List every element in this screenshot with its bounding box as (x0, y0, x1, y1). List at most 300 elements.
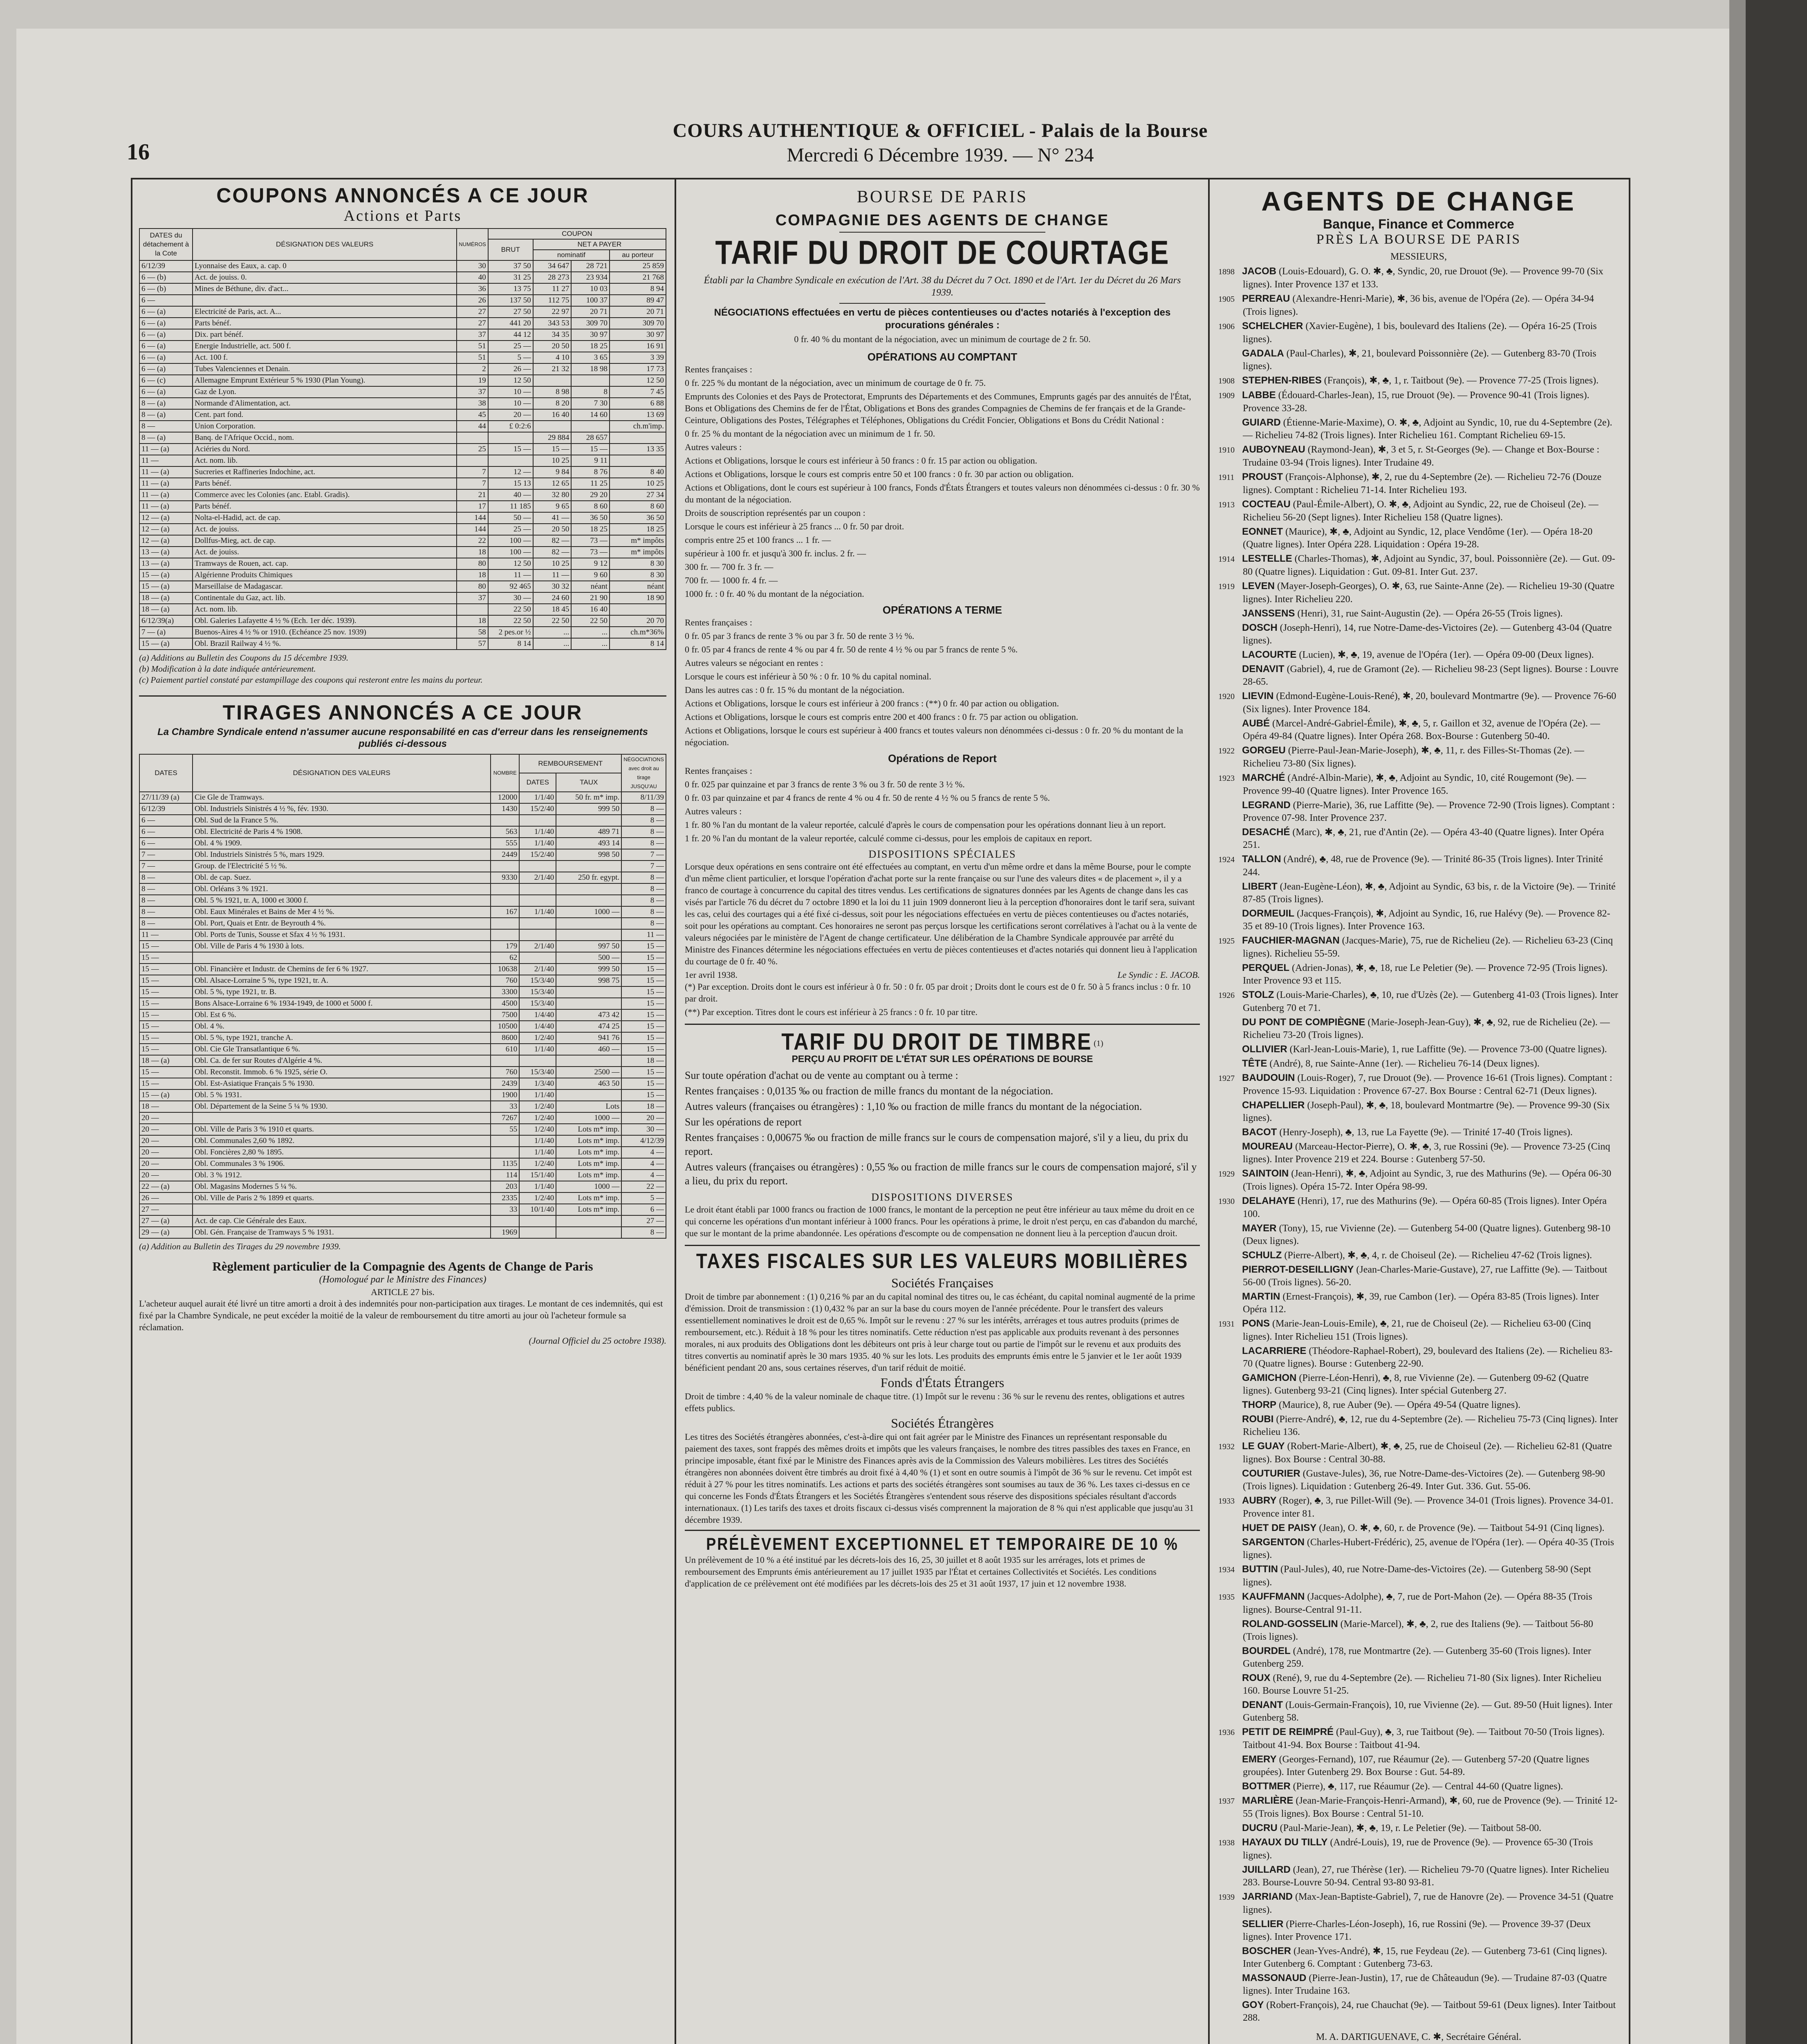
agent-details: (Henri), 31, rue Saint-Augustin (2e). — Opéra 26-55 (Trois lignes). (1297, 608, 1563, 619)
table-cell: 8 — (621, 803, 666, 815)
table-cell: 8 — (139, 895, 193, 906)
table-cell: 8 — (a) (139, 432, 193, 444)
table-cell: 37 (457, 329, 488, 341)
agent-name: GORGEU (1242, 745, 1286, 756)
table-cell: 15 — (621, 1089, 666, 1101)
agent-year: 1932 (1218, 1442, 1235, 1451)
table-cell: 8 — (621, 895, 666, 906)
table-cell (488, 432, 533, 444)
agent-name: LESTELLE (1242, 553, 1292, 564)
table-row (139, 478, 666, 489)
column-left (139, 184, 666, 1347)
timbre-subtitle: PERÇU AU PROFIT DE L'ÉTAT SUR LES OPÉRATIONS DE BOURSE (791, 1053, 1093, 1064)
agent-details: (Jean-Charles-Marie-Gustave), 27, rue Laffitte (9e). — Taitbout 56-00 (Trois lignes). 56-20. (1243, 1264, 1607, 1288)
table-cell: 15 — (621, 1078, 666, 1089)
table-cell: ... (533, 638, 572, 650)
table-row (139, 998, 666, 1009)
agent-entry (1218, 1413, 1619, 1439)
agent-details: (Pierre), ♣, 117, rue Réaumur (2e). — Central 44-60 (Quatre lignes). (1293, 1781, 1563, 1792)
coupon-note: (b) Modification à la date indiquée antérieurement. (139, 664, 316, 674)
table-cell (519, 1215, 556, 1227)
agent-details: (Jean-Yves-André), ✱, 15, rue Feydeau (2e). — Gutenberg 73-61 (Cinq lignes). Inter Gutenberg 6. Comptant : Gutenberg 73-63. (1243, 1946, 1607, 1969)
table-cell: 7 45 (610, 386, 666, 398)
agent-name: SCHULZ (1242, 1250, 1282, 1261)
table-cell: 10500 (491, 1021, 519, 1032)
agents-list (1218, 265, 1619, 2024)
table-cell: 10 25 (533, 455, 572, 466)
table-cell: Dollfus-Mieg, act. de cap. (193, 535, 457, 547)
agent-year: 1926 (1218, 991, 1235, 1000)
table-cell: 998 50 (556, 849, 621, 861)
agent-details: (Tony), 15, rue Vivienne (2e). — Gutenberg 54-00 (Quatre lignes). Gutenberg 98-10 (Deux lignes). (1243, 1223, 1611, 1246)
table-cell: ... (533, 627, 572, 638)
table-row (139, 1044, 666, 1055)
table-cell: 6 — (139, 826, 193, 838)
table-cell: 10 — (488, 398, 533, 409)
table-cell: 15 — (621, 986, 666, 998)
table-cell: Lots m* imp. (556, 1170, 621, 1181)
table-cell: 9 65 (533, 501, 572, 512)
table-cell: 1430 (491, 803, 519, 815)
table-row (139, 558, 666, 569)
table-cell: 1/1/40 (519, 1181, 556, 1192)
table-cell: 1/1/40 (519, 792, 556, 803)
agent-entry (1218, 1195, 1619, 1221)
agent-name: KAUFFMANN (1242, 1591, 1305, 1602)
table-cell: 27 — (139, 1204, 193, 1215)
table-cell: 33 (491, 1204, 519, 1215)
table-cell: 25 (457, 444, 488, 455)
table-cell: 6 — (a) (139, 318, 193, 329)
header-title: COURS AUTHENTIQUE & OFFICIEL - Palais de la Bourse (673, 120, 1208, 141)
text-line: 1000 fr. : 0 fr. 40 % du montant de la négociation. (685, 589, 864, 599)
table-cell: 8 14 (610, 638, 666, 650)
page-gutter-shadow (1729, 0, 1746, 2044)
agent-entry (1218, 934, 1619, 960)
table-cell: 1/4/40 (519, 1021, 556, 1032)
table-cell: Electricité de Paris, act. A... (193, 306, 457, 318)
table-cell: 11 — (a) (139, 478, 193, 489)
table-row (139, 1158, 666, 1170)
table-cell: 36 50 (610, 512, 666, 524)
table-cell: 6 — (a) (139, 386, 193, 398)
table-row (139, 895, 666, 906)
table-cell: Parts bénéf. (193, 318, 457, 329)
table-cell: 6/12/39 (139, 260, 193, 272)
table-row (139, 260, 666, 272)
table-row (139, 1170, 666, 1181)
agent-details: (Paul-Émile-Albert), O. ✱, ♣, Adjoint au Syndic, 22, rue de Choiseul (2e). — Richelieu 56-20 (Sept lignes). Inter Richelieu 158 (Quatre lignes). (1243, 499, 1598, 523)
agent-name: COUTURIER (1242, 1468, 1300, 1479)
table-cell: 13 — (a) (139, 558, 193, 569)
agent-entry (1218, 525, 1619, 551)
table-cell: Obl. Magasins Modernes 5 ¼ %. (193, 1181, 491, 1192)
table-cell: 8 76 (571, 466, 610, 478)
table-cell: 12 — (a) (139, 535, 193, 547)
agent-details: (Maurice), 8, rue Auber (9e). — Opéra 49-54 (Quatre lignes). (1279, 1400, 1521, 1410)
table-cell: Lots m* imp. (556, 1158, 621, 1170)
agent-name: SARGENTON (1242, 1537, 1305, 1548)
agent-details: (François-Alphonse), ✱, 2, rue du 4-Septembre (2e). — Richelieu 72-76 (Douze lignes). Comptant : Richelieu 71-14. Inter Richelieu 193. (1243, 472, 1602, 495)
table-cell: 15 — (621, 1044, 666, 1055)
agent-name: PONS (1242, 1318, 1270, 1329)
coupons-col-net: NET A PAYER (533, 239, 666, 250)
table-cell (556, 1215, 621, 1227)
table-cell: 20 — (139, 1135, 193, 1147)
text-line: Lorsque le cours est inférieur à 50 % : 0 fr. 10 % du capital nominal. (685, 671, 931, 681)
table-cell: 15 — (621, 998, 666, 1009)
table-row (139, 1089, 666, 1101)
table-cell: 15 — (621, 964, 666, 975)
table-cell: 18 25 (571, 524, 610, 535)
table-row (139, 627, 666, 638)
table-cell: 22 — (a) (139, 1181, 193, 1192)
agent-name: MARCHÉ (1242, 772, 1285, 783)
table-cell: 9 84 (533, 466, 572, 478)
table-cell (556, 1089, 621, 1101)
agent-details: (Maurice), ✱, ♣, Adjoint au Syndic, 12, place Vendôme (1er). — Opéra 18-20 (Quatre lignes). Inter Opéra 228. Liquidation : Opéra 19-28. (1243, 527, 1593, 550)
taxes-etrangeres-heading: Sociétés Étrangères (891, 1416, 994, 1430)
table-cell: 1900 (491, 1089, 519, 1101)
table-cell: 941 76 (556, 1032, 621, 1044)
table-cell: 28 721 (571, 260, 610, 272)
table-cell: 15 — (139, 1044, 193, 1055)
table-cell: 80 (457, 581, 488, 592)
table-cell: 6 — (c) (139, 375, 193, 386)
table-row (139, 432, 666, 444)
table-row (139, 501, 666, 512)
table-row (139, 1021, 666, 1032)
agent-name: THORP (1242, 1399, 1276, 1410)
table-cell: Normande d'Alimentation, act. (193, 398, 457, 409)
agents-subtitle2: PRÈS LA BOURSE DE PARIS (1316, 232, 1521, 247)
table-cell: 18 90 (610, 592, 666, 604)
table-cell: Energie Industrielle, act. 500 f. (193, 341, 457, 352)
agent-entry (1218, 1590, 1619, 1616)
table-cell: 1/1/40 (519, 826, 556, 838)
table-cell (519, 883, 556, 895)
table-cell: 1/1/40 (519, 1044, 556, 1055)
table-cell: 30 — (621, 1124, 666, 1135)
table-cell: 21 (457, 489, 488, 501)
agent-year: 1911 (1218, 473, 1235, 482)
table-cell (491, 1147, 519, 1158)
agent-details: (Georges-Fernand), 107, rue Réaumur (2e). — Gutenberg 57-20 (Quatre lignes groupées). Inter Gutenberg 29. Box Bourse : Gut. 54-89. (1243, 1754, 1590, 1777)
table-cell: Lyonnaise des Eaux, a. cap. 0 (193, 260, 457, 272)
agent-name: FAUCHIER-MAGNAN (1242, 935, 1340, 946)
table-cell: 15 — (139, 941, 193, 952)
table-cell: 7 30 (571, 398, 610, 409)
taxes-etats-heading: Fonds d'États Étrangers (880, 1375, 1004, 1390)
agent-name: GADALA (1242, 348, 1284, 359)
agent-entry (1218, 1536, 1619, 1562)
reglement-block (139, 1259, 666, 1347)
tirages-subtitle: La Chambre Syndicale entend n'assumer aucune responsabilité en cas d'erreur dans les renseignements publiés ci-dessous (157, 726, 648, 749)
text-line: Actions et Obligations, lorsque le cours est compris entre 200 et 400 francs : 0 fr. 75 par action ou obligation. (685, 712, 1078, 722)
coupons-col-brut: BRUT (488, 239, 533, 260)
table-cell: 18 — (a) (139, 604, 193, 615)
table-cell: Obl. Département de la Seine 5 ¼ % 1930. (193, 1101, 491, 1112)
negociations-text: NÉGOCIATIONS effectuées en vertu de pièces contentieuses ou d'actes notariés à l'exception des procurations générales : (714, 307, 1171, 331)
table-cell: Act. nom. lib. (193, 455, 457, 466)
table-cell: 2500 — (556, 1067, 621, 1078)
table-cell: Gaz de Lyon. (193, 386, 457, 398)
table-cell: 112 75 (533, 295, 572, 306)
table-row (139, 524, 666, 535)
table-cell: 15 — (a) (139, 569, 193, 581)
agent-entry (1218, 717, 1619, 743)
table-cell: 5 — (488, 352, 533, 363)
table-cell (193, 1112, 491, 1124)
table-cell: 15 — (139, 1032, 193, 1044)
table-cell (519, 1055, 556, 1067)
table-cell: 11 — (621, 929, 666, 941)
table-cell: 1000 — (556, 1112, 621, 1124)
table-cell: 20 — (621, 1112, 666, 1124)
table-row (139, 861, 666, 872)
agent-entry (1218, 443, 1619, 469)
agent-details: (Paul-Guy), ♣, 3, rue Taitbout (9e). — Taitbout 70-50 (Trois lignes). Taitbout 41-94. Box Bourse : Taitbout 41-94. (1243, 1727, 1605, 1750)
table-cell: 34 647 (533, 260, 572, 272)
table-cell: Dix. part bénéf. (193, 329, 457, 341)
table-row (139, 421, 666, 432)
table-cell: 493 14 (556, 838, 621, 849)
tirages-col-remb: REMBOURSEMENT (519, 754, 621, 773)
agent-year: 1919 (1218, 582, 1235, 591)
table-cell: ch.m*36% (610, 627, 666, 638)
table-cell: Lots (556, 1101, 621, 1112)
table-cell: 12 — (488, 466, 533, 478)
table-cell: Obl. 3 % 1912. (193, 1170, 491, 1181)
table-cell: 8 60 (571, 501, 610, 512)
agent-details: (André-Albin-Marie), ✱, ♣, Adjoint au Syndic, 10, cité Rougemont (9e). — Provence 99-40 (Quatre lignes). Inter Provence 165. (1243, 773, 1586, 796)
table-cell (491, 861, 519, 872)
table-cell: 92 465 (488, 581, 533, 592)
agent-entry (1218, 1945, 1619, 1970)
agent-details: (André-Louis), 19, rue de Provence (9e). — Provence 65-30 (Trois lignes). (1243, 1837, 1593, 1861)
tirages-col-nombre: NOMBRE (491, 754, 519, 792)
table-cell: Obl. Eaux Minérales et Bains de Mer 4 ½ %. (193, 906, 491, 918)
table-cell: 500 — (556, 952, 621, 964)
table-cell: 8 — (139, 421, 193, 432)
table-cell: Lots m* imp. (556, 1135, 621, 1147)
table-cell: Tramways de Rouen, act. cap. (193, 558, 457, 569)
agent-entry (1218, 853, 1619, 879)
agent-name: SELLIER (1242, 1918, 1284, 1930)
section-divider (139, 695, 666, 697)
table-cell: 20 — (139, 1147, 193, 1158)
table-row (139, 1215, 666, 1227)
agent-year: 1930 (1218, 1197, 1235, 1206)
agent-name: LIEVIN (1242, 690, 1274, 702)
agent-entry (1218, 1726, 1619, 1752)
tirages-col-nego: NÉGOCIATIONS avec droit au tirage JUSQU'AU (621, 754, 666, 792)
table-cell: 10 03 (571, 283, 610, 295)
table-cell: 15 — (139, 975, 193, 986)
agent-entry (1218, 1794, 1619, 1820)
table-cell (533, 375, 572, 386)
table-cell: Commerce avec les Colonies (anc. Etabl. Gradis). (193, 489, 457, 501)
text-line: Sur toute opération d'achat ou de vente au comptant ou à terme : (685, 1069, 958, 1081)
table-row (139, 803, 666, 815)
table-cell: 20 71 (610, 306, 666, 318)
table-cell: 2335 (491, 1192, 519, 1204)
table-cell: Obl. Cie Gle Transatlantique 6 %. (193, 1044, 491, 1055)
agent-name: EMERY (1242, 1754, 1277, 1765)
table-cell: 8 — (621, 918, 666, 929)
table-cell: Obl. Est 6 %. (193, 1009, 491, 1021)
table-cell (491, 918, 519, 929)
table-cell: ... (571, 627, 610, 638)
table-cell: Obl. Ports de Tunis, Sousse et Sfax 4 ½ % 1931. (193, 929, 491, 941)
text-line: Emprunts des Colonies et des Pays de Protectorat, Emprunts des Départements et des Communes, Emprunts gagés par des annuités de l'État, Bons et Obligations des Chemins de fer de l'État, Obligations et Bons des grandes Compagnies de Chemins de fer français et de la Grande-Ceinture, Obligations des Postes, Télégraphes et Téléphones, Obligations du Crédit Foncier, Obligations et Bons du Crédit National : (685, 391, 1191, 425)
timbre-title-row (685, 1030, 1200, 1053)
agent-details: (Pierre-Marie), 36, rue Laffitte (9e). — Provence 72-90 (Trois lignes). Comptant : Provence 07-98. Inter Provence 237. (1243, 800, 1615, 823)
table-cell: 27/11/39 (a) (139, 792, 193, 803)
agent-year: 1913 (1218, 500, 1235, 509)
table-cell: 10638 (491, 964, 519, 975)
agent-year: 1938 (1218, 1838, 1235, 1847)
section-divider (685, 1024, 1200, 1025)
table-cell: 100 — (488, 547, 533, 558)
table-cell: 3 39 (610, 352, 666, 363)
agent-details: (Pierre-Albert), ✱, ♣, 4, r. de Choiseul (2e). — Richelieu 47-62 (Trois lignes). (1284, 1250, 1592, 1261)
agent-details: (Jacques-François), ✱, Adjoint au Syndic, 16, rue Halévy (9e). — Provence 82-35 et 89-10 (Trois lignes). Inter Provence 163. (1243, 908, 1610, 932)
table-cell: 8 20 (533, 398, 572, 409)
table-row (139, 1227, 666, 1238)
table-cell: Obl. de cap. Suez. (193, 872, 491, 883)
agents-subtitle: Banque, Finance et Commerce (1323, 217, 1514, 231)
table-cell: 11 — (a) (139, 466, 193, 478)
table-cell: néant (571, 581, 610, 592)
table-row (139, 409, 666, 421)
agent-name: DENAVIT (1242, 663, 1285, 675)
agent-name: HUET DE PAISY (1242, 1522, 1317, 1533)
text-line: Rentes françaises : (685, 364, 752, 374)
table-cell: 37 50 (488, 260, 533, 272)
table-cell (519, 918, 556, 929)
table-cell: 22 — (621, 1181, 666, 1192)
table-cell: 27 (457, 306, 488, 318)
table-cell: 8 — (621, 883, 666, 895)
table-cell: 20 — (139, 1170, 193, 1181)
table-cell: m* impôts (610, 547, 666, 558)
agent-name: TÊTE (1242, 1058, 1267, 1069)
table-cell: Group. de l'Electricité 5 ½ %. (193, 861, 491, 872)
agent-name: JUILLARD (1242, 1864, 1291, 1875)
agent-entry (1218, 1249, 1619, 1262)
table-row (139, 986, 666, 998)
agent-details: (Marceau-Hector-Pierre), O. ✱, ♣, 3, rue Rossini (9e). — Provence 73-25 (Cinq lignes). Inter Provence 219 et 224. Bourse : Gutenberg 57-50. (1243, 1141, 1610, 1165)
table-cell: 26 — (488, 363, 533, 375)
agent-details: (Paul-Jules), 40, rue Notre-Dame-des-Victoires (2e). — Gutenberg 58-90 (Sept lignes). (1243, 1564, 1591, 1588)
agent-entry (1218, 1563, 1619, 1589)
table-cell: 15/3/40 (519, 998, 556, 1009)
table-cell: 179 (491, 941, 519, 952)
table-cell: 18 25 (610, 524, 666, 535)
table-cell: 26 (457, 295, 488, 306)
table-cell: Obl. Galeries Lafayette 4 ½ % (Ech. 1er déc. 1939). (193, 615, 457, 627)
agent-year: 1935 (1218, 1593, 1235, 1602)
table-row (139, 838, 666, 849)
agent-entry (1218, 1699, 1619, 1724)
table-cell: 7 (457, 478, 488, 489)
agent-details: (Joseph-Paul), ✱, ♣, 18, boulevard Montmartre (9e). — Provence 99-30 (Six lignes). (1243, 1100, 1610, 1123)
table-cell: Buenos-Aires 4 ½ % or 1910. (Echéance 25 nov. 1939) (193, 627, 457, 638)
table-cell: 309 70 (571, 318, 610, 329)
agent-entry (1218, 1317, 1619, 1343)
table-cell: 22 50 (571, 615, 610, 627)
table-cell: 3300 (491, 986, 519, 998)
table-cell: 8 — (139, 918, 193, 929)
table-cell: Obl. Communales 2,60 % 1892. (193, 1135, 491, 1147)
table-cell: 999 50 (556, 803, 621, 815)
table-cell: Obl. Ca. de fer sur Routes d'Algérie 4 %. (193, 1055, 491, 1067)
table-cell: 18 — (a) (139, 1055, 193, 1067)
table-cell: 28 657 (571, 432, 610, 444)
agent-entry (1218, 471, 1619, 497)
table-row (139, 569, 666, 581)
table-cell: 27 — (621, 1215, 666, 1227)
table-cell: 4/12/39 (621, 1135, 666, 1147)
table-cell: 203 (491, 1181, 519, 1192)
text-line: Rentes françaises : 0,0135 ‰ ou fraction de mille francs du montant de la négociation. (685, 1085, 1054, 1097)
agent-details: (Ernest-François), ✱, 39, rue Cambon (1er). — Opéra 83-85 (Trois lignes). Inter Opéra 112. (1243, 1291, 1599, 1315)
coupons-col-nominatif: nominatif (533, 250, 610, 260)
table-cell: 17 73 (610, 363, 666, 375)
agent-name: MARTIN (1242, 1291, 1280, 1302)
table-cell: 9 11 (571, 455, 610, 466)
table-cell: 20 71 (571, 306, 610, 318)
agent-details: (Pierre-André), ♣, 12, rue du 4-Septembre (2e). — Richelieu 75-73 (Cinq lignes). Inter Richelieu 136. (1243, 1414, 1618, 1437)
table-cell: 15 — (139, 1009, 193, 1021)
table-row (139, 581, 666, 592)
table-cell: 51 (457, 352, 488, 363)
table-cell: 55 (491, 1124, 519, 1135)
table-cell: 15 — (139, 1067, 193, 1078)
table-cell: 1/1/40 (519, 1089, 556, 1101)
table-row (139, 604, 666, 615)
table-cell: 2/1/40 (519, 941, 556, 952)
table-cell: Parts bénéf. (193, 501, 457, 512)
agent-name: MOUREAU (1242, 1141, 1293, 1152)
table-cell: Parts bénéf. (193, 478, 457, 489)
table-row (139, 918, 666, 929)
table-cell: 20 — (139, 1158, 193, 1170)
agent-name: JANSSENS (1242, 608, 1295, 619)
tirages-title: TIRAGES ANNONCÉS A CE JOUR (222, 701, 583, 724)
table-cell (519, 952, 556, 964)
table-cell: Bons Alsace-Lorraine 6 % 1934-1949, de 1000 et 5000 f. (193, 998, 491, 1009)
table-row (139, 295, 666, 306)
agent-entry (1218, 1753, 1619, 1779)
text-line: Lorsque le cours est inférieur à 25 francs ... 0 fr. 50 par droit. (685, 521, 904, 531)
table-cell: 11 — (488, 569, 533, 581)
table-cell: 12 — (a) (139, 512, 193, 524)
table-row (139, 1135, 666, 1147)
table-cell: 7 — (621, 861, 666, 872)
agent-entry (1218, 690, 1619, 716)
table-cell (491, 883, 519, 895)
table-cell: 28 273 (533, 272, 572, 283)
agent-entry (1218, 1167, 1619, 1193)
table-cell: 10 25 (533, 558, 572, 569)
table-cell: 8/11/39 (621, 792, 666, 803)
table-cell: 15 — (621, 975, 666, 986)
agent-year: 1909 (1218, 391, 1235, 400)
agent-year: 1927 (1218, 1074, 1235, 1083)
text-line: Actions et Obligations, lorsque le cours est compris entre 50 et 100 francs : 0 fr. 30 par action ou obligation. (685, 469, 1074, 479)
